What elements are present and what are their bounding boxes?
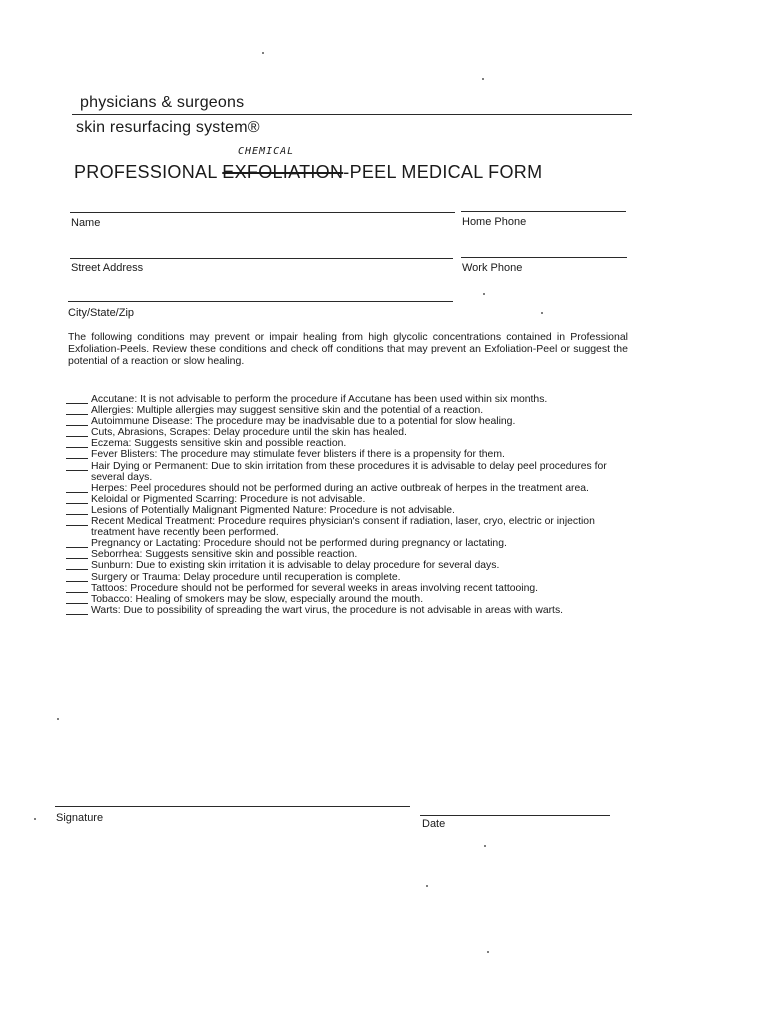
name-line[interactable] bbox=[70, 212, 455, 213]
checkbox-blank[interactable] bbox=[66, 494, 88, 504]
work-phone-line[interactable] bbox=[461, 257, 627, 258]
condition-surgery: Surgery or Trauma: Delay procedure until recuperation is complete. bbox=[66, 572, 626, 583]
street-address-line[interactable] bbox=[70, 258, 453, 259]
checkbox-blank[interactable] bbox=[66, 516, 88, 526]
checkbox-blank[interactable] bbox=[66, 416, 88, 426]
condition-tattoos: Tattoos: Procedure should not be performed for several weeks in areas involving recent tattooing. bbox=[66, 583, 626, 594]
condition-lesions: Lesions of Potentially Malignant Pigmented Nature: Procedure is not advisable. bbox=[66, 505, 626, 516]
title-struck-word: EXFOLIATION bbox=[222, 162, 344, 182]
condition-pregnancy: Pregnancy or Lactating: Procedure should not be performed during pregnancy or lactating. bbox=[66, 538, 626, 549]
condition-hair-dying: Hair Dying or Permanent: Due to skin irritation from these procedures it is advisable to delay peel procedures for several days. bbox=[66, 461, 626, 483]
condition-allergies: Allergies: Multiple allergies may suggest sensitive skin and the potential of a reaction. bbox=[66, 405, 626, 416]
scan-speck bbox=[484, 845, 486, 847]
date-line[interactable] bbox=[420, 815, 610, 816]
scan-speck bbox=[541, 312, 543, 314]
scan-speck bbox=[426, 885, 428, 887]
condition-autoimmune: Autoimmune Disease: The procedure may be inadvisable due to a potential for slow healing. bbox=[66, 416, 626, 427]
condition-recent-treatment: Recent Medical Treatment: Procedure requires physician's consent if radiation, laser, cryo, electric or injection treatment have recently been performed. bbox=[66, 516, 626, 538]
brand-line-1: physicians & surgeons bbox=[80, 94, 245, 111]
title-prefix: PROFESSIONAL bbox=[74, 162, 223, 182]
checkbox-blank[interactable] bbox=[66, 549, 88, 559]
scan-speck bbox=[487, 951, 489, 953]
home-phone-line[interactable] bbox=[461, 211, 626, 212]
condition-eczema: Eczema: Suggests sensitive skin and possible reaction. bbox=[66, 438, 626, 449]
condition-seborrhea: Seborrhea: Suggests sensitive skin and possible reaction. bbox=[66, 549, 626, 560]
checkbox-blank[interactable] bbox=[66, 583, 88, 593]
intro-paragraph: The following conditions may prevent or impair healing from high glycolic concentrations contained in Professional Exfoliation-Peels. Review these conditions and check off conditions that may prevent an Exfoliation-Peel or suggest the potential of a reaction or slow healing. bbox=[68, 331, 628, 367]
scan-speck bbox=[262, 52, 264, 54]
checkbox-blank[interactable] bbox=[66, 483, 88, 493]
checkbox-blank[interactable] bbox=[66, 505, 88, 515]
street-address-label: Street Address bbox=[71, 262, 144, 274]
scan-speck bbox=[57, 718, 59, 720]
brand-underline bbox=[72, 114, 632, 115]
handwritten-correction: CHEMICAL bbox=[238, 146, 295, 157]
condition-herpes: Herpes: Peel procedures should not be performed during an active outbreak of herpes in the treatment area. bbox=[66, 483, 626, 494]
signature-line[interactable] bbox=[55, 806, 410, 807]
checkbox-blank[interactable] bbox=[66, 461, 88, 471]
condition-keloidal: Keloidal or Pigmented Scarring: Procedure is not advisable. bbox=[66, 494, 626, 505]
condition-cuts: Cuts, Abrasions, Scrapes: Delay procedure until the skin has healed. bbox=[66, 427, 626, 438]
city-state-zip-label: City/State/Zip bbox=[68, 307, 135, 319]
work-phone-label: Work Phone bbox=[462, 262, 523, 274]
checkbox-blank[interactable] bbox=[66, 394, 88, 404]
condition-sunburn: Sunburn: Due to existing skin irritation it is advisable to delay procedure for several days. bbox=[66, 560, 626, 571]
scan-speck bbox=[483, 293, 485, 295]
condition-accutane: Accutane: It is not advisable to perform the procedure if Accutane has been used within six months. bbox=[66, 394, 626, 405]
checkbox-blank[interactable] bbox=[66, 572, 88, 582]
condition-fever-blisters: Fever Blisters: The procedure may stimulate fever blisters if there is a propensity for them. bbox=[66, 449, 626, 460]
signature-label: Signature bbox=[56, 812, 104, 824]
condition-warts: Warts: Due to possibility of spreading the wart virus, the procedure is not advisable in areas with warts. bbox=[66, 605, 626, 616]
checkbox-blank[interactable] bbox=[66, 405, 88, 415]
checkbox-blank[interactable] bbox=[66, 538, 88, 548]
name-label: Name bbox=[71, 217, 101, 229]
scan-speck bbox=[482, 78, 484, 80]
checkbox-blank[interactable] bbox=[66, 605, 88, 615]
title-suffix: -PEEL MEDICAL FORM bbox=[343, 162, 543, 182]
checkbox-blank[interactable] bbox=[66, 560, 88, 570]
conditions-list bbox=[66, 394, 626, 616]
condition-tobacco: Tobacco: Healing of smokers may be slow, especially around the mouth. bbox=[66, 594, 626, 605]
checkbox-blank[interactable] bbox=[66, 449, 88, 459]
checkbox-blank[interactable] bbox=[66, 438, 88, 448]
home-phone-label: Home Phone bbox=[462, 216, 527, 228]
scan-speck bbox=[34, 818, 36, 820]
date-label: Date bbox=[422, 818, 446, 830]
form-title bbox=[74, 162, 542, 183]
checkbox-blank[interactable] bbox=[66, 594, 88, 604]
checkbox-blank[interactable] bbox=[66, 427, 88, 437]
brand-line-2: skin resurfacing system® bbox=[76, 119, 260, 136]
city-state-zip-line[interactable] bbox=[68, 301, 453, 302]
